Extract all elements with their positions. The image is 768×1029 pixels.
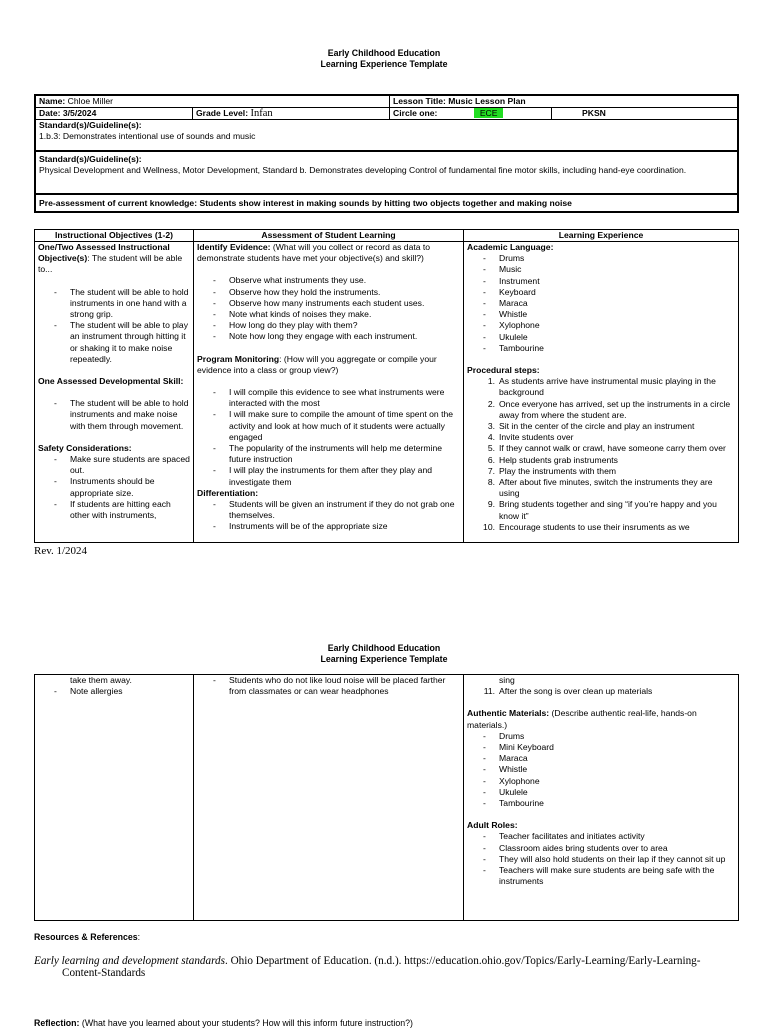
lesson-title: Music Lesson Plan	[448, 96, 526, 106]
monitoring-heading: Program Monitoring: (How will you aggregate or compile your evidence into a class or group view?)	[197, 353, 437, 375]
list-item: - Ukulele	[467, 787, 735, 798]
developmental-skill-heading: One Assessed Developmental Skill:	[38, 376, 184, 387]
standard-2-text: Physical Development and Wellness, Motor Development, Standard b. Demonstrates developing Control of fundamental fine motor skills, including hand-eye coordination.	[39, 164, 687, 175]
student-name: Chloe Miller	[67, 96, 114, 106]
page-header-1	[0, 48, 768, 70]
list-item: - Keyboard	[467, 287, 735, 298]
list-item: - Tambourine	[467, 343, 735, 354]
list-item: 8. After about five minutes, switch the instruments they are using	[467, 477, 735, 499]
list-item: 2. Once everyone has arrived, set up the instruments in a circle away from where the student are.	[467, 399, 735, 421]
reference-entry	[34, 955, 734, 979]
list-item: - Maraca	[467, 298, 735, 309]
list-item: - Ukulele	[467, 332, 735, 343]
procedural-continued-text: sing	[499, 675, 515, 685]
preassessment-cell	[35, 194, 738, 212]
list-item: - Students will be given an instrument if they do not grab one themselves.	[197, 499, 460, 521]
standard-2-cell: Standard(s)/Guideline(s): Physical Development and Wellness, Motor Development, Standard b. Demonstrates developing Control of fundamental fine motor skills, including hand-eye coordination.	[35, 151, 738, 194]
date-cell: Date: 3/5/2024	[35, 108, 193, 120]
differentiation-list	[197, 499, 460, 533]
column-header-assessment: Assessment of Student Learning	[194, 230, 464, 242]
name-cell: Name: Chloe Miller	[35, 95, 390, 108]
monitoring-list	[197, 387, 460, 488]
list-item: - Maraca	[467, 753, 735, 764]
list-item: - Make sure students are spaced out.	[38, 454, 190, 476]
header-line-1: Early Childhood Education	[327, 643, 441, 653]
header-line-2: Learning Experience Template	[320, 59, 448, 69]
standard-1-text: 1.b.3: Demonstrates intentional use of sounds and music	[39, 131, 256, 141]
column-header-objectives: Instructional Objectives (1-2)	[35, 230, 194, 242]
list-item: 9. Bring students together and sing “if you’re happy and you know it”	[467, 499, 735, 521]
evidence-heading: Identify Evidence: (What will you collect or record as data to demonstrate students have met your objective(s) and skill?)	[197, 242, 431, 264]
reference-line-2: Content-Standards	[62, 967, 146, 979]
grade-level-value: Infan	[250, 108, 273, 119]
objectives-column	[35, 242, 194, 543]
procedural-steps-heading: Procedural steps:	[467, 365, 540, 376]
objectives-column-continued	[35, 675, 194, 921]
grade-level-cell: Grade Level: Infan	[193, 108, 390, 120]
resources-heading: Resources & References:	[34, 932, 141, 942]
list-item: - How long do they play with them?	[197, 320, 460, 331]
list-item: - Drums	[467, 731, 735, 742]
list-item: - Note allergies	[38, 686, 190, 697]
list-item: 5. If they cannot walk or crawl, have someone carry them over	[467, 443, 735, 454]
list-item: - The student will be able to play an instrument through hitting it or shaking it to make noise repeatedly.	[38, 320, 190, 365]
authentic-materials-list	[467, 731, 735, 809]
list-item: - I will play the instruments for them after they play and investigate them	[197, 465, 460, 487]
learning-experience-column	[464, 242, 739, 543]
header-line-2: Learning Experience Template	[320, 654, 448, 664]
list-item: 1. As students arrive have instrumental music playing in the background	[467, 376, 735, 398]
safety-list	[38, 454, 190, 521]
lesson-title-cell: Lesson Title: Music Lesson Plan	[390, 95, 739, 108]
standard-1-cell: Standard(s)/Guideline(s): 1.b.3: Demonstrates intentional use of sounds and music	[35, 120, 738, 151]
list-item: - Drums	[467, 253, 735, 264]
reference-title: Early learning and development standards	[34, 955, 225, 967]
list-item: - Students who do not like loud noise will be placed farther from classmates or can wear headphones	[197, 675, 460, 697]
list-item: - Mini Keyboard	[467, 742, 735, 753]
reflection-heading: Reflection: (What have you learned about your students? How will this inform future instruction?)	[34, 1018, 413, 1028]
list-item: - Instruments should be appropriate size.	[38, 476, 190, 498]
list-item: 3. Sit in the center of the circle and play an instrument	[467, 421, 735, 432]
list-item: - The student will be able to hold instruments in one hand with a strong grip.	[38, 287, 190, 321]
objectives-heading: One/Two Assessed Instructional Objective(s): The student will be able to...	[38, 242, 183, 275]
list-item: - Whistle	[467, 309, 735, 320]
column-header-learning-experience: Learning Experience	[464, 230, 739, 242]
assessment-column-continued	[194, 675, 464, 921]
info-table	[34, 94, 739, 213]
procedural-steps-list	[467, 376, 735, 533]
list-item: - Whistle	[467, 764, 735, 775]
list-item: - Classroom aides bring students over to area	[467, 843, 735, 854]
circle-option-pksn: PKSN	[582, 108, 606, 118]
list-item: 6. Help students grab instruments	[467, 455, 735, 466]
list-item: - Teachers will make sure students are being safe with the instruments	[467, 865, 735, 887]
list-item: 4. Invite students over	[467, 432, 735, 443]
circle-cell: Circle one: ECE	[390, 108, 552, 120]
list-item: - Instruments will be of the appropriate size	[197, 521, 460, 532]
list-item: 7. Play the instruments with them	[467, 466, 735, 477]
list-item: - Xylophone	[467, 320, 735, 331]
list-item: - Instrument	[467, 276, 735, 287]
circle-option-ece: ECE	[474, 108, 504, 118]
adult-roles-heading: Adult Roles:	[467, 820, 518, 831]
safety-heading: Safety Considerations:	[38, 442, 132, 453]
date-value: 3/5/2024	[62, 108, 97, 118]
list-item: - Teacher facilitates and initiates activity	[467, 831, 735, 842]
differentiation-continued-list	[197, 675, 460, 697]
developmental-skill-list	[38, 398, 190, 432]
page-header-2	[0, 643, 768, 665]
academic-language-list	[467, 253, 735, 354]
revision-note: Rev. 1/2024	[34, 545, 88, 557]
academic-language-heading: Academic Language:	[467, 242, 554, 252]
list-item: - The student will be able to hold instruments and make noise with them through movement.	[38, 398, 190, 432]
list-item: - I will compile this evidence to see what instruments were interacted with the most	[197, 387, 460, 409]
assessment-column	[194, 242, 464, 543]
list-item: - If students are hitting each other with instruments,	[38, 499, 190, 521]
safety-continued-text: take them away.	[70, 675, 132, 685]
adult-roles-list	[467, 831, 735, 887]
list-item: - Tambourine	[467, 798, 735, 809]
list-item: - Music	[467, 264, 735, 275]
differentiation-heading: Differentiation:	[197, 487, 259, 498]
objectives-list	[38, 287, 190, 365]
learning-experience-column-continued	[464, 675, 739, 921]
reference-source: . Ohio Department of Education. (n.d.). https://education.ohio.gov/Topics/Early-Learning/Early-Learning-	[225, 955, 701, 967]
list-item: - Observe what instruments they use.	[197, 275, 460, 286]
preassessment-text: Pre-assessment of current knowledge: Students show interest in making sounds by hitting two objects together and making noise	[39, 197, 572, 208]
lesson-columns-table-p2	[34, 674, 739, 921]
list-item: - They will also hold students on their lap if they cannot sit up	[467, 854, 735, 865]
circle-option-pksn-cell	[552, 108, 739, 120]
list-item: - Observe how many instruments each student uses.	[197, 298, 460, 309]
evidence-list	[197, 275, 460, 342]
list-item: - Observe how they hold the instruments.	[197, 287, 460, 298]
list-item: 11. After the song is over clean up materials	[467, 686, 735, 697]
lesson-columns-table-p1	[34, 229, 739, 543]
list-item: - The popularity of the instruments will help me determine future instruction	[197, 443, 460, 465]
list-item: - Note what kinds of noises they make.	[197, 309, 460, 320]
authentic-materials-heading: Authentic Materials: (Describe authentic real-life, hands-on materials.)	[467, 708, 697, 730]
list-item: - I will make sure to compile the amount of time spent on the activity and look at how much of it students were actually engaged	[197, 409, 460, 443]
procedural-steps-continued-list	[467, 686, 735, 697]
safety-continued-list	[38, 686, 190, 697]
list-item: - Note how long they engage with each instrument.	[197, 331, 460, 342]
list-item: 10. Encourage students to use their insruments as we	[467, 522, 735, 533]
list-item: - Xylophone	[467, 776, 735, 787]
header-line-1: Early Childhood Education	[327, 48, 441, 58]
